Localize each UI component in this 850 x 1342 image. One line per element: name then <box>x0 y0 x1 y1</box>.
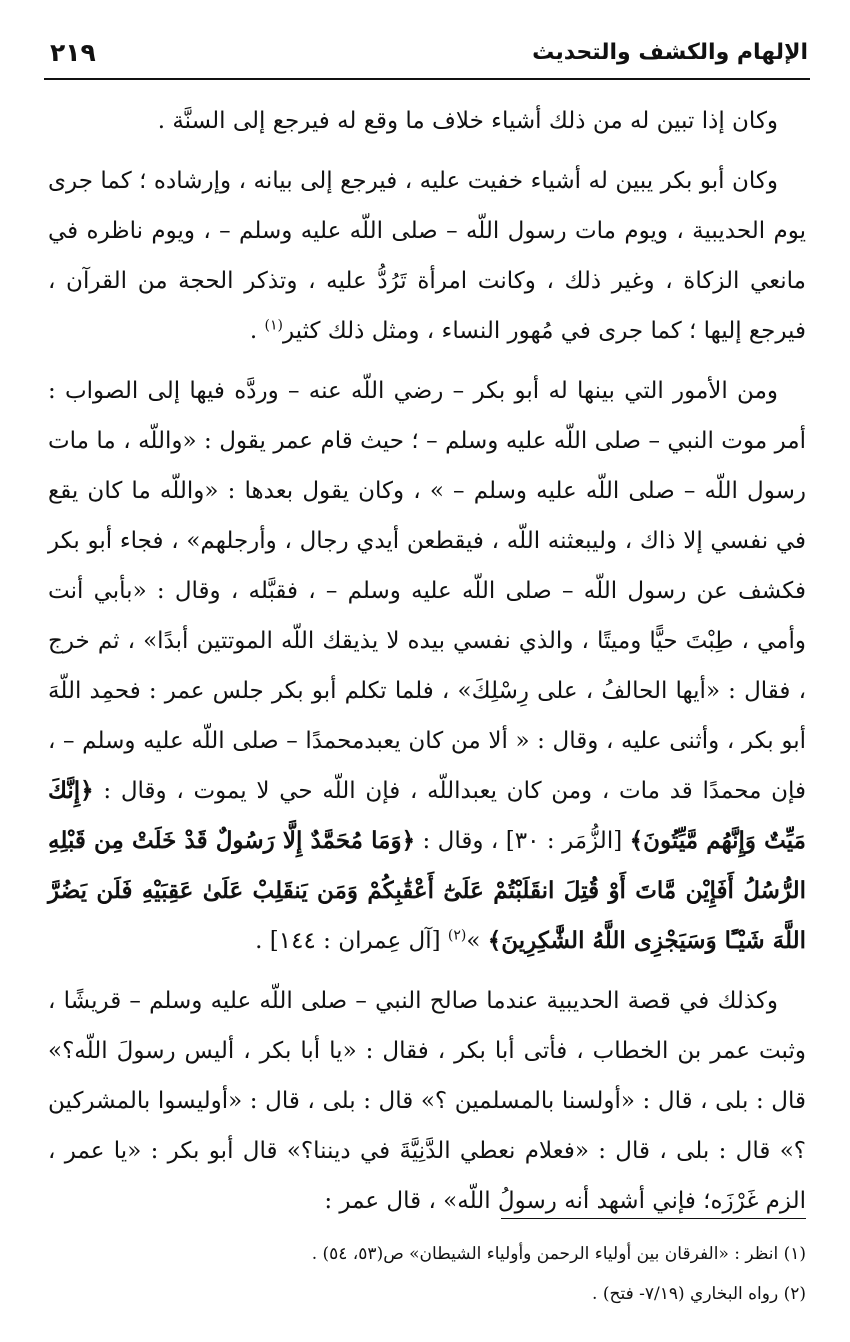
paragraph-2-text: وكان أبو بكر يبين له أشياء خفيت عليه ، فيرجع إلى بيانه ، وإرشاده ؛ كما جرى يوم الحديبية ، ويوم مات رسول اللّه – صلى اللّه عليه وسلم – ، ويوم ناظره في مانعي الزكاة ، وغير ذلك ، وكانت امرأة تَرُدُّ عليه ، وتذكر الحجة من القرآن ، فيرجع إليها ؛ كما جرى في مُهور النساء ، ومثل ذلك كثير <box>48 168 806 344</box>
paragraph-2-end: . <box>249 318 265 344</box>
footnote-1: (١) انظر : «الفرقان بين أولياء الرحمن وأولياء الشيطان» ص(٥٣، ٥٤) . <box>311 1244 806 1264</box>
paragraph-4: وكذلك في قصة الحديبية عندما صالح النبي – صلى اللّه عليه وسلم – قريشًا ، وثبت عمر بن الخطاب ، فأتى أبا بكر ، فقال : «يا أبا بكر ، أليس رسولَ اللّه؟» قال : بلى ، قال : «أولسنا بالمسلمين ؟» قال : بلى ، قال : «أوليسوا بالمشركين ؟» قال : بلى ، قال : «فعلام نعطي الدَّنِيَّةَ في ديننا؟» قال أبو بكر : «يا عمر ، الزم غَرْزَه؛ فإني أشهد أنه رسولُ اللّه» ، قال عمر : <box>48 988 806 1214</box>
footnote-ref-1: (١) <box>264 317 283 334</box>
footnotes <box>48 1234 806 1314</box>
paragraph-1: وكان إذا تبين له من ذلك أشياء خلاف ما وقع له فيرجع إلى السنَّة . <box>157 108 778 134</box>
footnote-ref-2: (٢) <box>447 927 467 944</box>
paragraph-2 <box>48 156 806 356</box>
page-number: ٢١٩ <box>50 37 96 67</box>
footnote-2: (٢) رواه البخاري (٧/١٩- فتح) . <box>592 1284 806 1304</box>
quran-verse-zumar: ﴿إِنَّكَ مَيِّتٌ وَإِنَّهُم مَّيِّتُونَ﴾ <box>48 777 806 854</box>
body-text <box>48 96 806 1236</box>
header-rule <box>44 78 810 80</box>
running-head <box>50 30 808 74</box>
verse-reference-al-imran: [آل عِمران : ١٤٤] . <box>255 928 448 954</box>
closing-quote: » <box>466 928 488 954</box>
footnote-separator <box>501 1218 806 1219</box>
quran-verse-al-imran: ﴿وَمَا مُحَمَّدٌ إِلَّا رَسُولٌ قَدْ خَلَتْ مِن قَبْلِهِ الرُّسُلُ أَفَإِيْن مَّاتَ أَوْ قُتِلَ انقَلَبْتُمْ عَلَىٰٓ أَعْقَٰبِكُمْ وَمَن يَنقَلِبْ عَلَىٰ عَقِبَيْهِ فَلَن يَضُرَّ اللَّهَ شَيْـًٔا وَسَيَجْزِى اللَّهُ الشَّٰكِرِينَ﴾ <box>48 827 806 954</box>
verse-reference-zumar: [الزُّمَر : ٣٠] ، وقال : <box>415 828 630 854</box>
paragraph-3-text: ومن الأمور التي بينها له أبو بكر – رضي اللّه عنه – وردَّه فيها إلى الصواب : أمر موت النبي – صلى اللّه عليه وسلم – ؛ حيث قام عمر يقول : «واللّه ، ما مات رسول اللّه – صلى اللّه عليه وسلم – » ، وكان يقول بعدها : «واللّه ما كان يقع في نفسي إلا ذاك ، وليبعثنه اللّه ، فيقطعن أيدي رجال ، وأرجلهم» ، فجاء أبو بكر فكشف عن رسول اللّه – صلى اللّه عليه وسلم – ، فقبَّله ، وقال : «بأبي أنت وأمي ، طِبْتَ حيًّا وميتًا ، والذي نفسي بيده لا يذيقك اللّه الموتتين أبدًا» ، ثم خرج ، فقال : «أيها الحالفُ ، على رِسْلِكَ» ، فلما تكلم أبو بكر جلس عمر : فحمِد اللّهَ أبو بكر ، وأثنى عليه ، وقال : « ألا من كان يعبدمحمدًا – صلى اللّه عليه وسلم – ، فإن محمدًا قد مات ، ومن كان يعبداللّه ، فإن اللّه حي لا يموت ، وقال : <box>48 378 806 804</box>
paragraph-3 <box>48 366 806 966</box>
running-title: الإلهام والكشف والتحديث <box>532 39 808 65</box>
